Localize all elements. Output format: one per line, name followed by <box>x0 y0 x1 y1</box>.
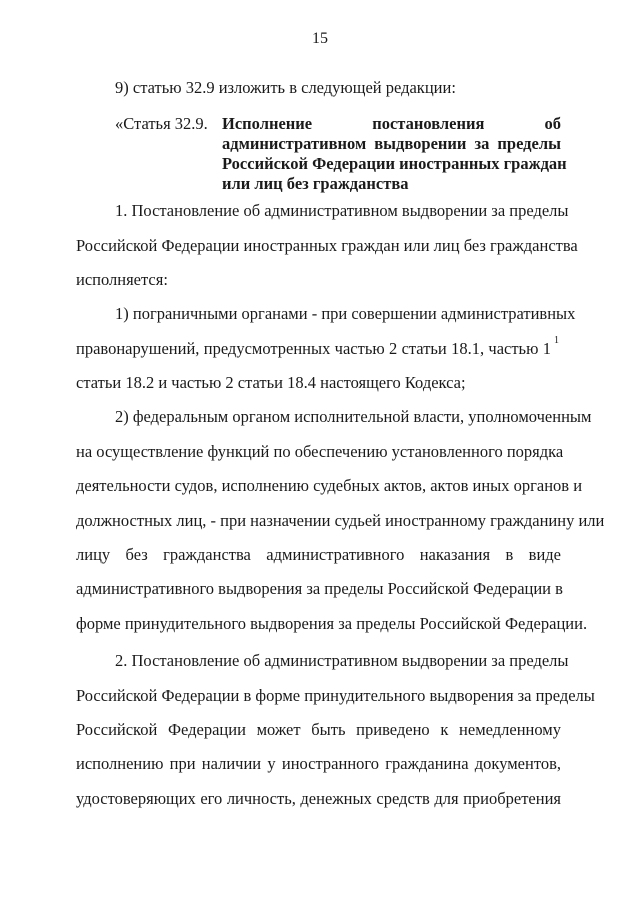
paragraph-line: статьи 18.2 и частью 2 статьи 18.4 настоящего Кодекса; <box>76 373 466 392</box>
paragraph-line: должностных лиц, - при назначении судьей иностранному гражданину или <box>76 511 605 530</box>
paragraph-line: лицу без гражданства административного наказания в виде <box>76 545 561 564</box>
article-title-line: Исполнение постановления об <box>222 114 561 133</box>
paragraph-line: удостоверяющих его личность, денежных средств для приобретения <box>76 789 561 808</box>
page-number: 15 <box>312 30 328 47</box>
paragraph-line: Российской Федерации иностранных граждан или лиц без гражданства <box>76 236 578 255</box>
paragraph-line: Российской Федерации в форме принудительного выдворения за пределы <box>76 686 595 705</box>
article-title-line: Российской Федерации иностранных граждан <box>222 154 567 173</box>
amendment-intro: 9) статью 32.9 изложить в следующей редакции: <box>115 78 456 97</box>
paragraph-line: административного выдворения за пределы Российской Федерации в <box>76 579 563 598</box>
paragraph-line: исполняется: <box>76 270 168 289</box>
paragraph-line <box>76 339 551 359</box>
article-label: «Статья 32.9. <box>115 114 208 133</box>
paragraph-line: Российской Федерации может быть приведено к немедленному <box>76 720 561 739</box>
article-title-line: или лиц без гражданства <box>222 174 409 193</box>
paragraph-line: 1. Постановление об административном выдворении за пределы <box>115 201 569 220</box>
article-title-line: административном выдворении за пределы <box>222 134 561 153</box>
paragraph-line: исполнению при наличии у иностранного гражданина документов, <box>76 754 561 773</box>
superscript-index: 1 <box>554 335 559 346</box>
paragraph-line-text: правонарушений, предусмотренных частью 2 статьи 18.1, частью 1 <box>76 339 551 358</box>
paragraph-line: деятельности судов, исполнению судебных актов, актов иных органов и <box>76 476 583 495</box>
paragraph-line: 2) федеральным органом исполнительной власти, уполномоченным <box>115 407 592 426</box>
paragraph-line: 1) пограничными органами - при совершении административных <box>115 304 576 323</box>
paragraph-line: форме принудительного выдворения за пределы Российской Федерации. <box>76 614 588 633</box>
paragraph-line: 2. Постановление об административном выдворении за пределы <box>115 651 569 670</box>
paragraph-line: на осуществление функций по обеспечению установленного порядка <box>76 442 564 461</box>
